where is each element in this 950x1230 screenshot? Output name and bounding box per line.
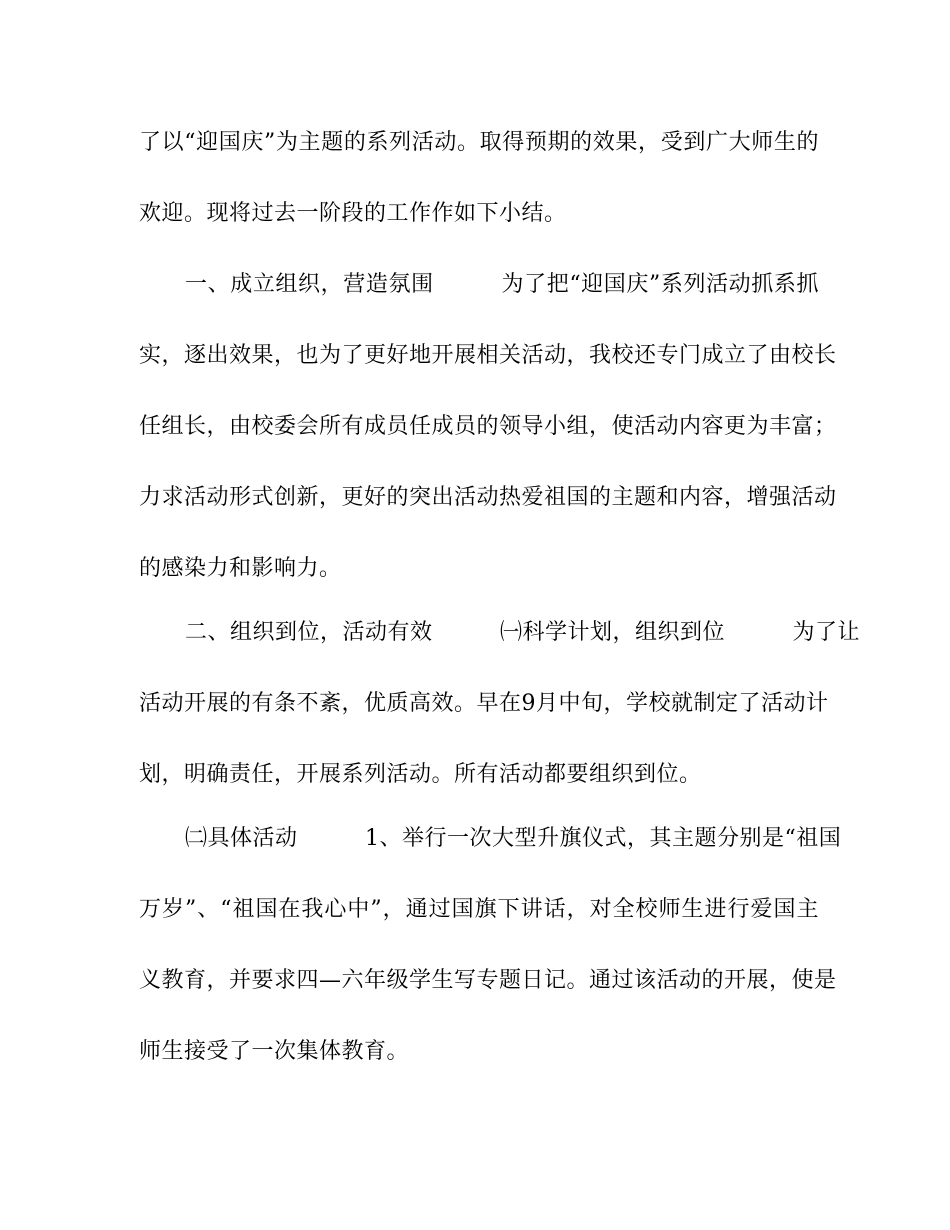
text-line-11: ㈡具体活动 1、举行一次大型升旗仪式，其主题分别是“祖国 bbox=[185, 826, 842, 851]
text-line-5: 任组长，由校委会所有成员任成员的领导小组，使活动内容更为丰富； bbox=[139, 414, 837, 439]
text-line-1: 了以“迎国庆”为主题的系列活动。取得预期的效果，受到广大师生的 bbox=[139, 130, 819, 155]
text-line-10: 划，明确责任，开展系列活动。所有活动都要组织到位。 bbox=[139, 762, 702, 787]
text-line-6: 力求活动形式创新，更好的突出活动热爱祖国的主题和内容，增强活动 bbox=[139, 485, 837, 510]
text-line-4: 实，逐出效果，也为了更好地开展相关活动，我校还专门成立了由校长 bbox=[139, 343, 837, 368]
text-line-14: 师生接受了一次集体教育。 bbox=[139, 1039, 410, 1064]
text-line-3: 一、成立组织，营造氛围 为了把“迎国庆”系列活动抓系抓 bbox=[185, 272, 819, 297]
text-line-2: 欢迎。现将过去一阶段的工作作如下小结。 bbox=[139, 201, 567, 226]
text-line-9: 活动开展的有条不紊，优质高效。早在9月中旬，学校就制定了活动计 bbox=[139, 691, 829, 716]
text-line-13: 义教育，并要求四—六年级学生写专题日记。通过该活动的开展，使是 bbox=[139, 968, 837, 993]
text-line-7: 的感染力和影响力。 bbox=[139, 556, 342, 581]
text-line-8: 二、组织到位，活动有效 ㈠科学计划，组织到位 为了让 bbox=[185, 620, 861, 645]
text-line-12: 万岁”、“祖国在我心中”，通过国旗下讲话，对全校师生进行爱国主 bbox=[139, 897, 819, 922]
